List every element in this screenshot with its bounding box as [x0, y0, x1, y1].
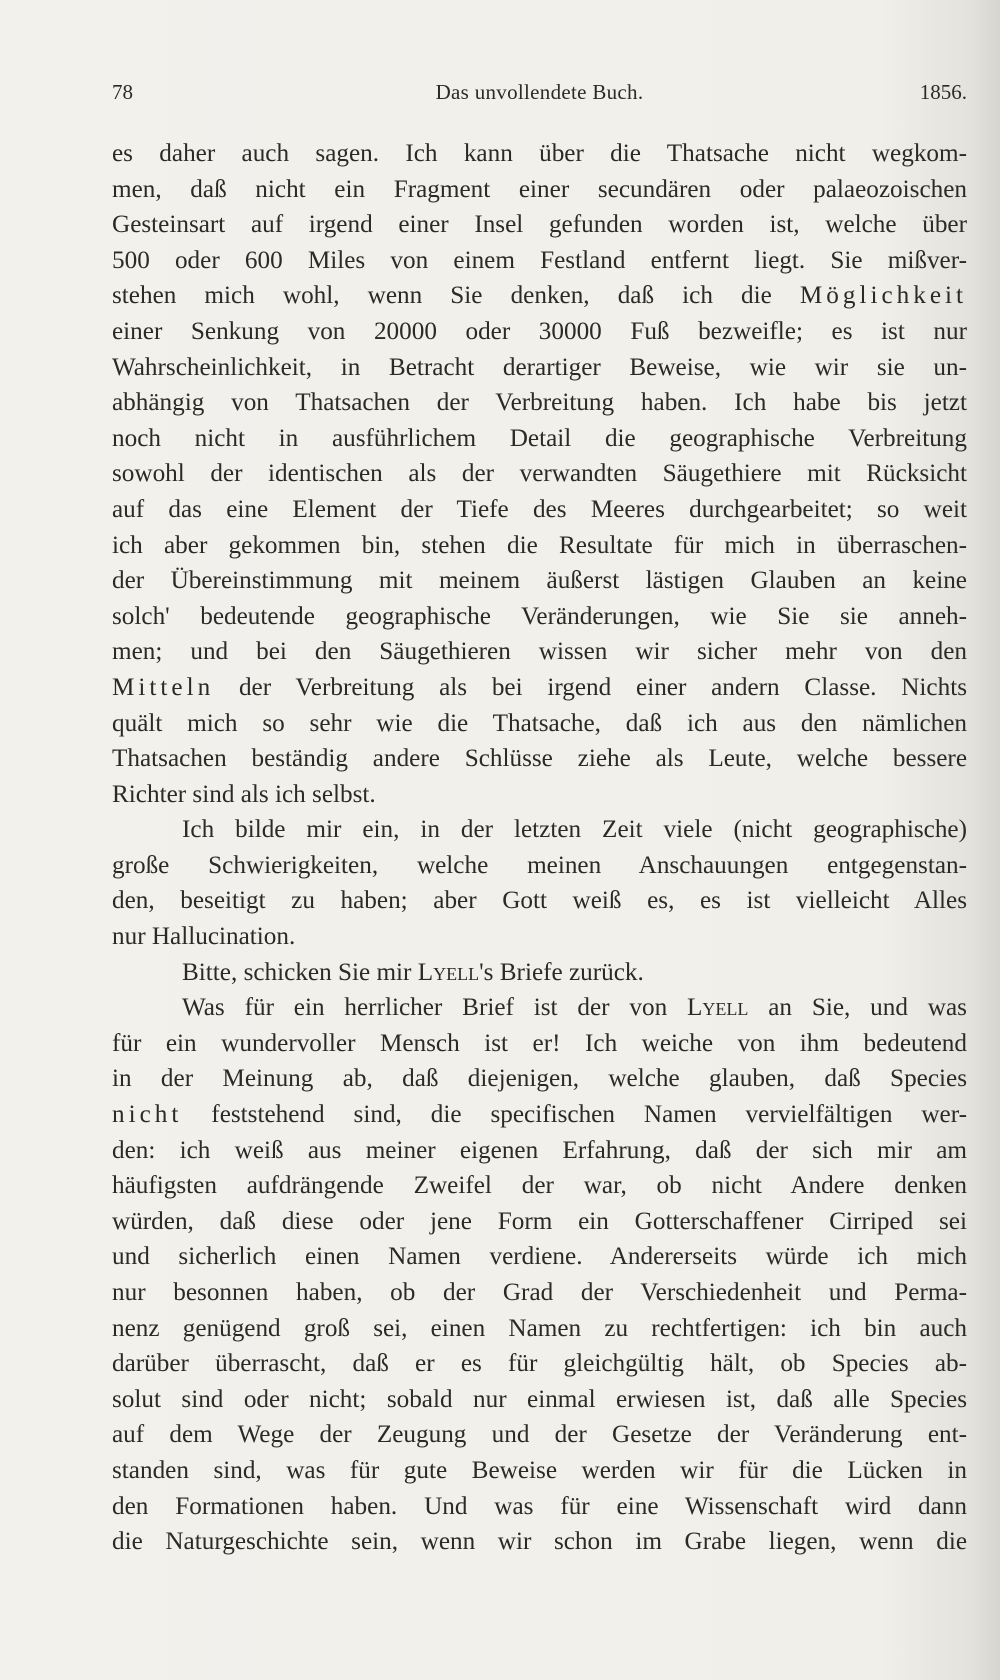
text-line: [112, 848, 967, 884]
text-line: [112, 1061, 967, 1097]
text-run: nenz genügend groß sei, einen Namen zu rechtfertigen: ich bin auch: [112, 1314, 967, 1342]
text-run: auf das eine Element der Tiefe des Meeres durchgearbeitet; so weit: [112, 495, 967, 523]
text-run: Wahrscheinlichkeit, in Betracht derartiger Beweise, wie wir sie un-: [112, 353, 967, 381]
text-run: den, beseitigt zu haben; aber Gott weiß es, es ist vielleicht Alles: [112, 887, 967, 915]
text-line: [112, 1133, 967, 1169]
text-line: [112, 1524, 967, 1560]
text-line: [112, 634, 967, 670]
text-run: nur besonnen haben, ob der Grad der Verschiedenheit und Perma-: [112, 1279, 967, 1306]
text-run: solut sind oder nicht; sobald nur einmal erwiesen ist, daß alle Species: [112, 1385, 967, 1413]
text-run: auf dem Wege der Zeugung und der Gesetze der Veränderung ent-: [112, 1421, 967, 1449]
text-run: nur Hallucination.: [112, 923, 296, 951]
page-header: [112, 72, 967, 112]
text-line: [112, 1168, 967, 1204]
text-line: [112, 1453, 967, 1489]
text-line: [112, 1417, 967, 1453]
text-line: [112, 492, 967, 528]
body-text: [112, 136, 967, 1560]
text-run: sowohl der identischen als der verwandten Säugethiere mit Rücksicht: [112, 460, 967, 488]
text-line: [112, 563, 967, 599]
text-line: [112, 1489, 967, 1525]
small-caps-name: Lyell: [417, 958, 480, 986]
text-line: [112, 777, 967, 813]
text-line: [112, 1026, 967, 1062]
text-run: es daher auch sagen. Ich kann über die Thatsache nicht wegkom-: [112, 140, 967, 167]
text-run: häufigsten aufdrängende Zweifel der war, ob nicht Andere denken: [112, 1172, 967, 1200]
running-title: Das unvollendete Buch.: [435, 80, 644, 104]
text-run: große Schwierigkeiten, welche meinen Anschauungen entgegenstan-: [112, 851, 967, 879]
header-year: 1856.: [919, 80, 967, 104]
text-run: standen sind, was für gute Beweise werden wir für die Lücken in: [112, 1456, 967, 1484]
text-line: [112, 883, 967, 919]
text-run: der Übereinstimmung mit meinem äußerst lästigen Glauben an keine: [112, 567, 967, 595]
text-line: [112, 670, 967, 706]
text-run: feststehend sind, die specifischen Namen vervielfältigen wer-: [182, 1101, 967, 1129]
text-run: Ich bilde mir ein, in der letzten Zeit viele (nicht geographische): [182, 816, 967, 844]
text-line: [112, 243, 967, 279]
text-line: [112, 919, 967, 955]
text-line: [112, 1311, 967, 1347]
text-line: [112, 706, 967, 742]
text-run: in der Meinung ab, daß diejenigen, welche glauben, daß Species: [112, 1065, 967, 1093]
text-run: und sicherlich einen Namen verdiene. Andererseits würde ich mich: [112, 1243, 967, 1271]
text-run: Bitte, schicken Sie mir: [182, 958, 418, 986]
text-run: Richter sind als ich selbst.: [112, 780, 376, 808]
text-line: [112, 314, 967, 350]
text-run: würden, daß diese oder jene Form ein Gotterschaffener Cirriped sei: [112, 1207, 967, 1235]
text-run: 's Briefe zurück.: [479, 958, 644, 986]
text-run: quält mich so sehr wie die Thatsache, daß ich aus den nämlichen: [112, 709, 967, 737]
text-line: [112, 456, 967, 492]
spaced-emphasis: Möglichkeit: [799, 282, 967, 310]
text-line: [112, 136, 967, 172]
text-run: an Sie, und was: [748, 994, 967, 1022]
text-line: [112, 1346, 967, 1382]
text-line: [112, 1239, 967, 1275]
text-line: [112, 421, 967, 457]
text-run: men; und bei den Säugethieren wissen wir sicher mehr von den: [112, 638, 967, 666]
text-run: men, daß nicht ein Fragment einer secundären oder palaeozoischen: [112, 175, 967, 203]
text-line: [112, 599, 967, 635]
text-run: Thatsachen beständig andere Schlüsse ziehe als Leute, welche bessere: [112, 745, 967, 773]
text-run: für ein wundervoller Mensch ist er! Ich weiche von ihm bedeutend: [112, 1029, 967, 1057]
text-run: Gesteinsart auf irgend einer Insel gefunden worden ist, welche über: [112, 211, 967, 239]
text-line: [112, 1382, 967, 1418]
spaced-emphasis: Mitteln: [112, 673, 215, 701]
text-run: 500 oder 600 Miles von einem Festland entfernt liegt. Sie mißver-: [112, 246, 967, 274]
text-run: ich aber gekommen bin, stehen die Resultate für mich in überraschen-: [112, 531, 967, 559]
text-run: der Verbreitung als bei irgend einer andern Classe. Nichts: [214, 673, 967, 701]
text-line: [112, 741, 967, 777]
text-line: [112, 1097, 967, 1133]
text-line: [112, 172, 967, 208]
small-caps-name: Lyell: [687, 994, 749, 1022]
text-line: [112, 1275, 967, 1311]
text-run: die Naturgeschichte sein, wenn wir schon im Grabe liegen, wenn die: [112, 1528, 967, 1556]
text-run: abhängig von Thatsachen der Verbreitung haben. Ich habe bis jetzt: [112, 389, 967, 417]
text-run: Was für ein herrlicher Brief ist der von: [182, 994, 688, 1022]
text-line: [112, 385, 967, 421]
text-line: [112, 990, 967, 1026]
text-run: solch' bedeutende geographische Veränderungen, wie Sie sie anneh-: [112, 602, 967, 630]
text-run: noch nicht in ausführlichem Detail die geographische Verbreitung: [112, 424, 967, 452]
text-line: [112, 1204, 967, 1240]
page-number: 78: [112, 80, 133, 104]
text-line: [112, 278, 967, 314]
spaced-emphasis: nicht: [112, 1101, 183, 1129]
text-line: [112, 812, 967, 848]
text-run: den: ich weiß aus meiner eigenen Erfahrung, daß der sich mir am: [112, 1136, 967, 1164]
text-line: [112, 528, 967, 564]
text-run: den Formationen haben. Und was für eine Wissenschaft wird dann: [112, 1492, 967, 1520]
text-line: [112, 955, 967, 991]
text-run: darüber überrascht, daß er es für gleichgültig hält, ob Species ab-: [112, 1350, 967, 1378]
text-line: [112, 207, 967, 243]
text-line: [112, 350, 967, 386]
text-run: stehen mich wohl, wenn Sie denken, daß ich die: [112, 282, 800, 310]
text-run: einer Senkung von 20000 oder 30000 Fuß bezweifle; es ist nur: [112, 317, 967, 345]
